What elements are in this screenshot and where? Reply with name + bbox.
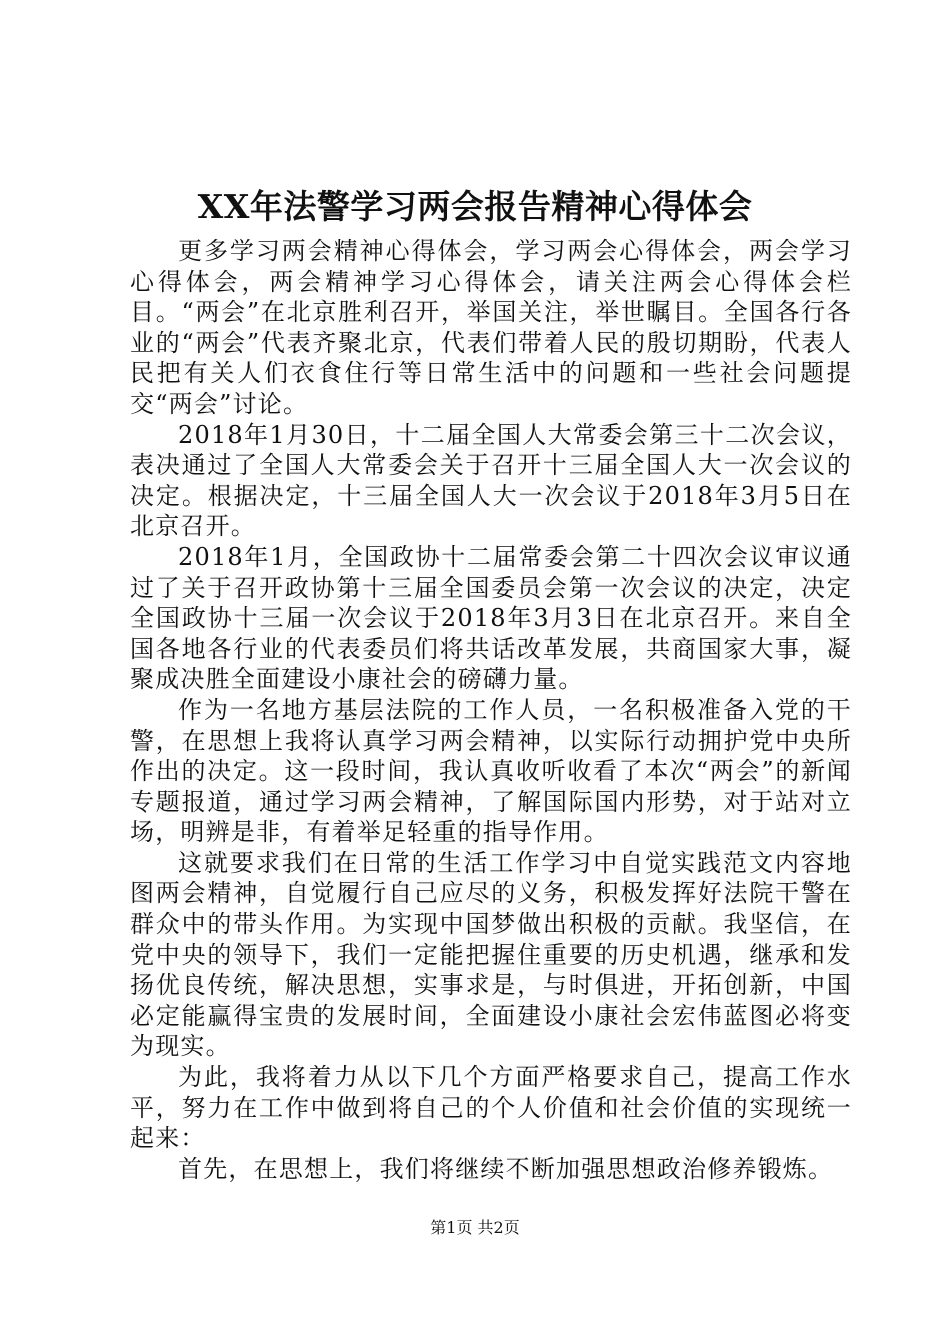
paragraph-4: 作为一名地方基层法院的工作人员，一名积极准备入党的干警，在思想上我将认真学习两会精神，以实际行动拥护党中央所作出的决定。这一段时间，我认真收听收看了本次“两会”的新闻专题报道，通过学习两会精神，了解国际国内形势，对于站对立场，明辨是非，有着举足轻重的指导作用。 [130, 695, 852, 847]
paragraph-3: 2018年1月，全国政协十二届常委会第二十四次会议审议通过了关于召开政协第十三届全国委员会第一次会议的决定，决定全国政协十三届一次会议于2018年3月3日在北京召开。来自全国各地各行业的代表委员们将共话改革发展，共商国家大事，凝聚成决胜全面建设小康社会的磅礴力量。 [130, 542, 852, 694]
paragraph-2: 2018年1月30日，十二届全国人大常委会第三十二次会议，表决通过了全国人大常委会关于召开十三届全国人大一次会议的决定。根据决定，十三届全国人大一次会议于2018年3月5日在北京召开。 [130, 420, 852, 541]
paragraph-6: 为此，我将着力从以下几个方面严格要求自己，提高工作水平，努力在工作中做到将自己的个人价值和社会价值的实现统一起来： [130, 1063, 852, 1153]
page-number-footer: 第1页 共2页 [430, 1218, 520, 1237]
document-title: XX年法警学习两会报告精神心得体会 [197, 187, 753, 226]
paragraph-7: 首先，在思想上，我们将继续不断加强思想政治修养锻炼。 [178, 1154, 834, 1183]
paragraph-5: 这就要求我们在日常的生活工作学习中自觉实践范文内容地图两会精神，自觉履行自己应尽的义务，积极发挥好法院干警在群众中的带头作用。为实现中国梦做出积极的贡献。我坚信，在党中央的领导下，我们一定能把握住重要的历史机遇，继承和发扬优良传统，解决思想，实事求是，与时俱进，开拓创新，中国必定能赢得宝贵的发展时间，全面建设小康社会宏伟蓝图必将变为现实。 [130, 848, 852, 1061]
document-body [130, 236, 852, 1184]
paragraph-1: 更多学习两会精神心得体会，学习两会心得体会，两会学习心得体会，两会精神学习心得体会，请关注两会心得体会栏目。“两会”在北京胜利召开，举国关注，举世瞩目。全国各行各业的“两会”代表齐聚北京，代表们带着人民的殷切期盼，代表人民把有关人们衣食住行等日常生活中的问题和一些社会问题提交“两会”讨论。 [130, 237, 852, 418]
